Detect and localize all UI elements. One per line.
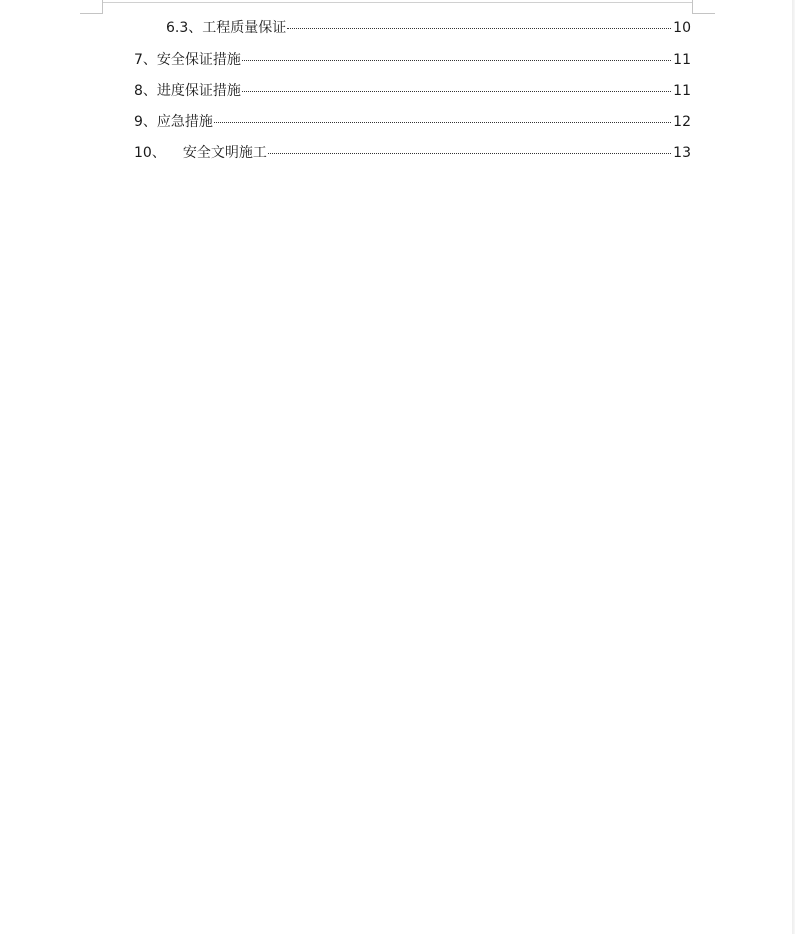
toc-entry-number: 7、 xyxy=(134,52,157,68)
toc-entry-title: 工程质量保证 xyxy=(202,20,287,36)
toc-entry-6-3[interactable] xyxy=(166,17,691,39)
toc-entry-number: 10、 xyxy=(134,145,166,161)
toc-entry-7[interactable] xyxy=(134,49,691,71)
toc-dot-leader xyxy=(242,60,671,61)
toc-entry-number: 6.3、 xyxy=(166,20,203,36)
toc-dot-leader xyxy=(242,91,671,92)
toc-entry-page: 12 xyxy=(673,114,691,130)
toc-dot-leader xyxy=(287,28,671,29)
toc-entry-9[interactable] xyxy=(134,111,691,133)
toc-entry-page: 10 xyxy=(673,20,691,36)
toc-entry-page: 11 xyxy=(673,83,691,99)
toc-dot-leader xyxy=(214,122,671,123)
toc-entry-title: 应急措施 xyxy=(156,114,213,130)
crop-mark-left-vertical xyxy=(102,0,103,14)
toc-entry-title: 进度保证措施 xyxy=(156,83,241,99)
toc-entry-title: 安全保证措施 xyxy=(156,52,241,68)
toc-entry-10[interactable] xyxy=(134,142,691,164)
toc-entry-8[interactable] xyxy=(134,80,691,102)
toc-entry-page: 13 xyxy=(673,145,691,161)
toc-dot-leader xyxy=(268,153,671,154)
crop-mark-right-horizontal xyxy=(693,13,715,14)
crop-mark-left-horizontal xyxy=(80,13,102,14)
toc-entry-number: 8、 xyxy=(134,83,157,99)
toc-entry-number: 9、 xyxy=(134,114,157,130)
toc-entry-title: 安全文明施工 xyxy=(182,145,267,161)
crop-mark-right-vertical xyxy=(692,0,693,14)
toc-entry-page: 11 xyxy=(673,52,691,68)
page-top-boundary xyxy=(103,2,693,3)
